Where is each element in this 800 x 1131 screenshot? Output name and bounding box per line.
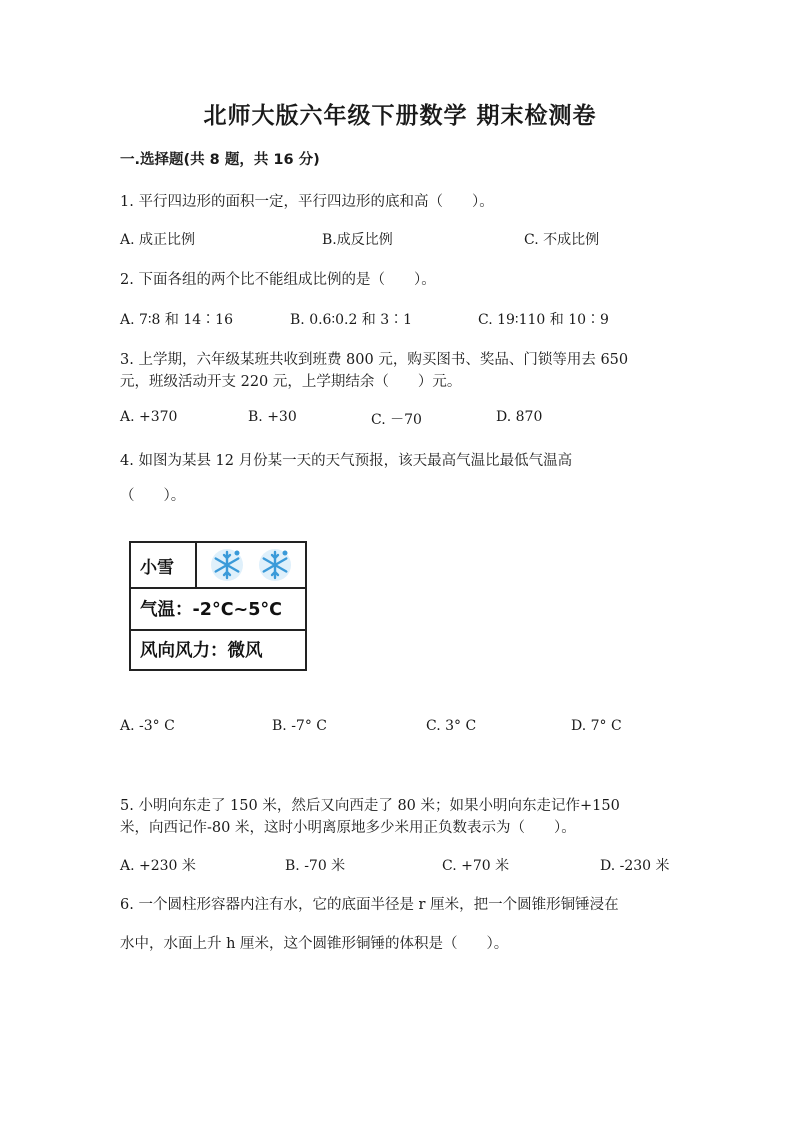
weather-forecast-card	[129, 541, 307, 671]
question-2-option-b: B. 0.6∶0.2 和 3∶1	[290, 312, 413, 328]
question-4-option-d: D. 7° C	[571, 718, 622, 734]
question-5-text-line2: 米，向西记作-80 米，这时小明离原地多少米用正负数表示为（ ）。	[120, 820, 576, 836]
question-5-option-b: B. -70 米	[285, 858, 346, 874]
question-1-option-c: C. 不成比例	[524, 232, 600, 248]
question-2-option-a: A. 7∶8 和 14∶16	[120, 312, 233, 328]
question-6-text-line1: 6. 一个圆柱形容器内注有水，它的底面半径是 r 厘米，把一个圆锥形铜锤浸在	[120, 897, 619, 913]
page-title: 北师大版六年级下册数学 期末检测卷	[203, 103, 597, 129]
question-4-option-a: A. -3° C	[120, 718, 175, 734]
question-1-option-b: B.成反比例	[322, 232, 393, 248]
question-1-text: 1. 平行四边形的面积一定，平行四边形的底和高（ ）。	[120, 194, 494, 210]
question-3-option-d: D. 870	[496, 409, 543, 425]
question-5-text-line1: 5. 小明向东走了 150 米，然后又向西走了 80 米；如果小明向东走记作+150	[120, 798, 620, 814]
question-6-text-line2: 水中，水面上升 h 厘米，这个圆锥形铜锤的体积是（ ）。	[120, 936, 509, 952]
question-3-option-b: B. +30	[248, 409, 297, 425]
weather-wind: 风向风力：微风	[140, 640, 263, 661]
weather-condition-row	[131, 543, 305, 589]
question-4-option-c: C. 3° C	[426, 718, 477, 734]
question-5-option-c: C. +70 米	[442, 858, 510, 874]
weather-temperature: 气温：-2°C~5°C	[140, 599, 282, 620]
snowflake-icon	[258, 548, 292, 582]
question-3-option-a: A. +370	[120, 409, 178, 425]
question-1-option-a: A. 成正比例	[120, 232, 196, 248]
question-4-text-line1: 4. 如图为某县 12 月份某一天的天气预报，该天最高气温比最低气温高	[120, 453, 573, 469]
question-4-option-b: B. -7° C	[272, 718, 327, 734]
question-4-text-line2: （ ）。	[120, 488, 186, 504]
weather-temperature-row	[131, 587, 305, 631]
question-3-text-line2: 元，班级活动开支 220 元，上学期结余（ ）元。	[120, 374, 462, 390]
question-5-option-d: D. -230 米	[600, 858, 670, 874]
question-5-option-a: A. +230 米	[120, 858, 196, 874]
weather-icons	[197, 543, 305, 587]
question-3-text-line1: 3. 上学期，六年级某班共收到班费 800 元，购买图书、奖品、门锁等用去 650	[120, 352, 629, 368]
question-3-option-c: C. －70	[371, 412, 422, 428]
section-heading: 一.选择题(共 8 题，共 16 分)	[120, 152, 320, 168]
question-2-option-c: C. 19∶110 和 10∶9	[478, 312, 609, 328]
question-2-text: 2. 下面各组的两个比不能组成比例的是（ ）。	[120, 272, 436, 288]
weather-condition-label: 小雪	[131, 543, 197, 587]
weather-wind-row	[131, 629, 305, 669]
snowflake-icon	[210, 548, 244, 582]
